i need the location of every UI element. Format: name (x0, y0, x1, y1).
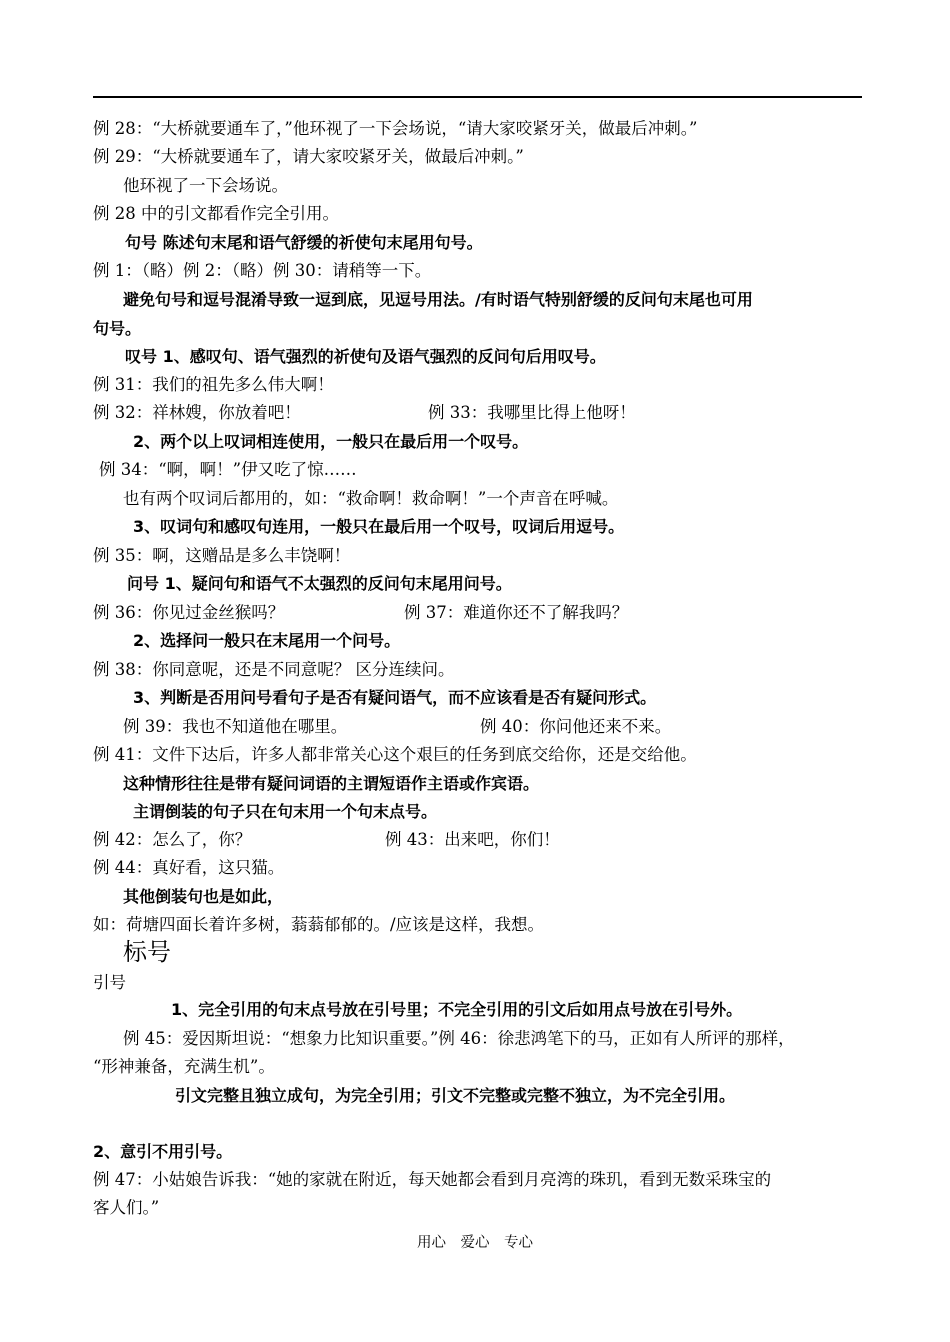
text-line: 例 42：怎么了，你？ (93, 830, 252, 849)
rule-line-bold: 2、两个以上叹词相连使用，一般只在最后用一个叹号。 (133, 432, 529, 451)
text-line: 例 38：你同意呢，还是不同意呢？ 区分连续问。 (93, 660, 455, 679)
header-rule (93, 96, 862, 98)
text-line: 例 45：爱因斯坦说：“想象力比知识重要。”例 46：徐悲鸿笔下的马，正如有人所评的那样， (123, 1029, 795, 1048)
rule-line-bold: 引文完整且独立成句，为完全引用；引文不完整或完整不独立，为不完全引用。 (175, 1086, 736, 1105)
text-line: 例 34：“啊，啊！”伊又吃了惊…… (99, 460, 357, 479)
subsection-label-quotes: 引号 (93, 973, 126, 992)
text-line: 例 28：“大桥就要通车了，”他环视了一下会场说，“请大家咬紧牙关，做最后冲刺。” (93, 119, 698, 138)
text-line: 例 33：我哪里比得上他呀！ (428, 403, 636, 422)
rule-line-bold: 其他倒装句也是如此， (123, 887, 284, 906)
text-line: 他环视了一下会场说。 (123, 176, 288, 195)
text-line: 例 29：“大桥就要通车了，请大家咬紧牙关，做最后冲刺。” (93, 147, 524, 166)
rule-line-bold: 2、意引不用引号。 (93, 1142, 233, 1161)
rule-line-bold: 1、完全引用的句末点号放在引号里；不完全引用的引文后如用点号放在引号外。 (171, 1000, 743, 1019)
text-line: 例 40：你问他还来不来。 (480, 717, 672, 736)
rule-line-bold: 这种情形往往是带有疑问词语的主谓短语作主语或作宾语。 (123, 774, 540, 793)
text-line: 客人们。” (93, 1198, 160, 1217)
rule-line-bold: 3、判断是否用问号看句子是否有疑问语气，而不应该看是否有疑问形式。 (133, 688, 657, 707)
section-heading-period: 句号 陈述句末尾和语气舒缓的祈使句末尾用句号。 (125, 233, 483, 252)
text-line: 也有两个叹词后都用的，如：“救命啊！救命啊！”一个声音在呼喊。 (123, 489, 619, 508)
text-line: 例 32：祥林嫂，你放着吧！ (93, 403, 301, 422)
text-line: 例 37：难道你还不了解我吗？ (404, 603, 629, 622)
rule-line-bold: 3、叹词句和感叹句连用，一般只在最后用一个叹号，叹词后用逗号。 (133, 517, 625, 536)
text-line-bold: 避免句号和逗号混淆导致一逗到底，见逗号用法。/有时语气特别舒缓的反问句末尾也可用 (123, 290, 753, 309)
section-title-biaohao: 标号 (123, 938, 171, 966)
text-line: 例 1：（略）例 2：（略）例 30：请稍等一下。 (93, 261, 432, 280)
text-line: 例 47：小姑娘告诉我：“她的家就在附近，每天她都会看到月亮湾的珠玑，看到无数采珠宝的 (93, 1170, 772, 1189)
section-heading-question: 问号 1、疑问句和语气不太强烈的反问句末尾用问号。 (127, 574, 512, 593)
text-line: 例 44：真好看，这只猫。 (93, 858, 285, 877)
text-line: 例 28 中的引文都看作完全引用。 (93, 204, 339, 223)
page-footer: 用心 爱心 专心 (417, 1235, 533, 1251)
text-line: 例 43：出来吧，你们！ (385, 830, 560, 849)
rule-line-bold: 主谓倒装的句子只在句末用一个句末点号。 (133, 802, 438, 821)
text-line: 例 36：你见过金丝猴吗？ (93, 603, 285, 622)
text-line: 例 39：我也不知道他在哪里。 (123, 717, 348, 736)
text-line: 如：荷塘四面长着许多树，蓊蓊郁郁的。/应该是这样，我想。 (93, 915, 545, 934)
text-line-bold: 句号。 (93, 319, 142, 338)
text-line: 例 31：我们的祖先多么伟大啊！ (93, 375, 334, 394)
section-heading-exclamation: 叹号 1、感叹句、语气强烈的祈使句及语气强烈的反问句后用叹号。 (125, 347, 606, 366)
text-line: 例 41：文件下达后，许多人都非常关心这个艰巨的任务到底交给你，还是交给他。 (93, 745, 697, 764)
text-line: 例 35：啊，这赠品是多么丰饶啊！ (93, 546, 351, 565)
rule-line-bold: 2、选择问一般只在末尾用一个问号。 (133, 631, 401, 650)
text-line: “形神兼备，充满生机”。 (93, 1057, 275, 1076)
